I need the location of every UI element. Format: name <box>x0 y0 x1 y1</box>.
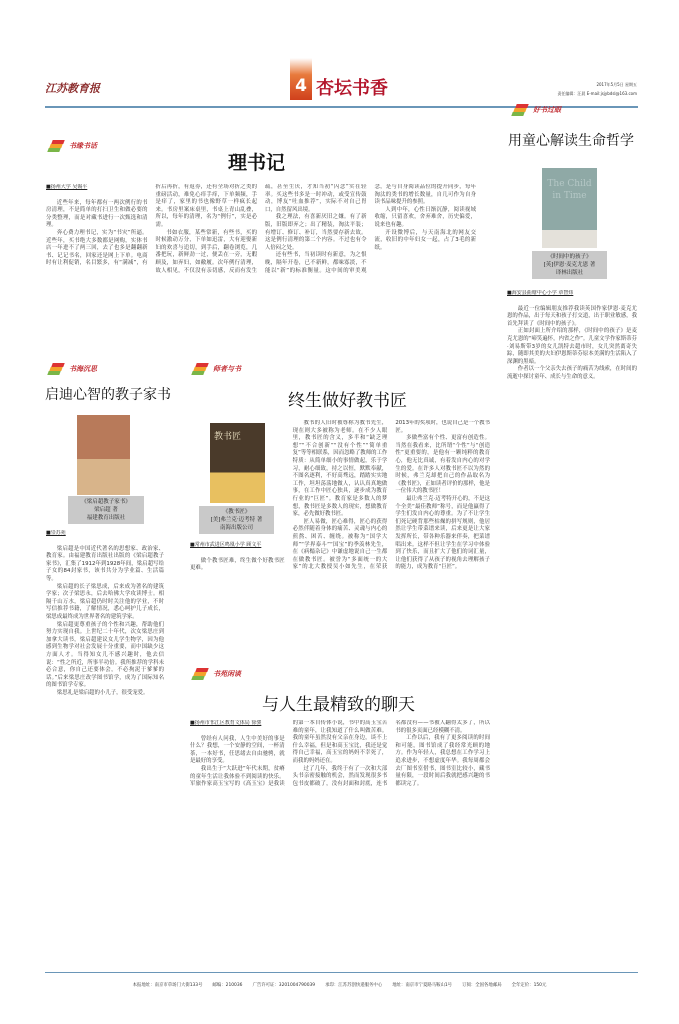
paragraph: 多做些富有个性、更富有创造性。当然在我看来，比所谓“个性”与“创造性”更重要的，是他有一颗纯粹的教育心，他无比真诚，有着发自内心的对学生的爱。在许多人对教书匠不以为然的时候，弗兰克却把自己的作品取名为《教书匠》，正如读者评价的那样，他是一位伟大的教书匠！ <box>395 435 490 495</box>
article-jiaoshujiang <box>190 420 490 658</box>
paragraph: 工作以后，我有了更多阅读的时间和可能，图书馆成了我经常光顾的地方。作为年轻人，我总想在工作学习上追求进步，不想虚度年华。我每周都会去厂图书室借书，图书室比较小，藏书量有限，一段时间后我就把感兴趣的书都读完了。 <box>395 735 490 787</box>
book-stack-icon <box>192 363 208 375</box>
paragraph: 匠人易做，匠心难得，匠心的获得必然伴随着身体的痛苦、灵魂与内心的煎熬、困苦、缠绕。被称为“国学大师”“学界泰斗”“国宝”的季羡林先生，在《病榻杂记》中谦虚地说自己一生都在做教书匠。被誉为“多面统一的大家”的北大教授吴小如先生，在荣获2013年的奖项时，也说自己是一个教书匠。 <box>292 420 490 571</box>
paragraph: 梁启超更尊重孩子的个性和兴趣，帮助他们努力实现自我。上世纪二十年代，次女梁思庄到加拿大读书，梁启超建议女儿学生物学，因为他感到生物学对社会发展十分重要，而中国缺少这方面人才。当得知女儿不感兴趣时，他去信说：“性之所近，所事半功倍。我所推荐的学科未必合意，你自己还要体会，不必拘泥于爹爹的话。”后来梁思庄改学图书馆学，成为了国际知名的图书馆学专家。 <box>46 621 164 689</box>
article-title-lishuji: 理书记 <box>228 152 286 174</box>
footer-info <box>0 982 679 988</box>
article-title-tongxin: 用童心解读生命哲学 <box>508 133 634 149</box>
section-label-shuyuan: 书缘书话 <box>48 140 97 152</box>
paragraph: 梁启超的长子梁思成，后来成为著名的建筑学家；次子梁思永，后去哈佛大学攻读博士。相隔千山万水，梁启超仍时时关注他的学业，不时写信推荐书籍，了解情况，悉心呵护儿子成长，梁思成最终成为世界著名的建筑学家。 <box>46 583 164 620</box>
paragraph: 我出生于“大跃进”年代末期，贫瘠的童年生活让我体验不到阅读的快乐。军旅作家高玉宝写的《高玉宝》是我读的第一本自传体小说，书中的高玉宝苦难的童年，让我知道了什么叫做苦难。我的童年虽然没有父亲在身边，谈不上什么幸福，但是和高玉宝比，我还是觉得自己幸福，高玉宝的妈妈不幸死了，而我的妈妈还在。 <box>190 720 388 788</box>
paragraph: 近些年来，每年都有一两次例行的书房清理，不是简单的打扫卫生和做必要的分类整理，而是对藏书进行一次甄选和清理。 <box>46 199 148 229</box>
book-caption: 《时间中的孩子》 [英]伊恩·麦克尤恩 著 译林出版社 <box>532 251 607 279</box>
article-title-liaotian: 与人生最精致的聊天 <box>262 695 415 715</box>
article-liaotian <box>190 720 490 958</box>
paragraph: 正如封面上所介绍的那样，《时间中的孩子》是麦克尤恩的“啼笑遍怀，内省之作”。儿童文学作家斯蒂芬·刘易斯带3岁的女儿凯特去超市时，女儿突然离奇失踪，随即其美的夫妇伊恩斯蒂芬原本美满的生活陷入了深渊的黑暗。 <box>507 328 637 365</box>
byline: ■扬州大学 吴锡平 <box>46 184 88 190</box>
editor-contact: 责任编辑：汪晨 E-mail:jsjybdsl@163.com <box>557 91 637 96</box>
article-title-jiazi: 启迪心智的教子家书 <box>45 387 171 403</box>
paragraph: 教书的人旧时被尊称为教书先生，现在则大多被称为老师。在不少人眼里，教书匠的含义，多半和“缺乏理想”“不合创新”“没有个性”“简单重复”等等相联系，因而忽略了教师的工作特质：从简单细小的事情做起，乐于学习，耐心细致，持之以恒，默默奉献，不图名逐利，不好高骛远，踏踏实实地工作，坦坦荡荡地做人，认认真真地做事，在工作中匠心独具，逐步成为教育行业的“巨匠”。教育家是多数人的梦想，教书匠是多数人的现实，想做教育家，必先做好教书匠。 <box>292 420 388 518</box>
footer-item: 全年定价：150元 <box>511 983 547 988</box>
page-number: 4 <box>290 58 312 100</box>
paragraph: 人到中年，心性日渐沉静，阅读视域收缩，只留喜欢，舍弃难舍，历史偏爱，说来也有趣。 <box>374 206 476 228</box>
book-stack-icon <box>512 104 528 116</box>
article-tongxin <box>507 290 637 958</box>
paragraph: 做个教书匠难，终生做个好教书匠更难。 <box>190 557 285 572</box>
book-cover-image <box>77 415 130 495</box>
book-caption: 《教书匠》 [美]弗兰克·迈考特 著 南海出版公司 <box>199 506 274 534</box>
paragraph: 书如衣服，某些常新，有些书，买的时候激动万分，下单如迅雷，大有迎娶新妇的欢喜与追切，到手后，翻卷浏览，几番把玩，新鲜劲一过，便丢在一旁，无暇顾及，如弃妇，如敝履。次年例行清理，故人相见，不仅没有亲切感，反而有发生疏，甚至生厌，才知当初“闪念”实在轻率。买这些书多是一时冲动，或受宣传鼓动，博友“吐血推荐”，实际不对自己胃口，自然留风出境。 <box>155 184 367 274</box>
section-label-shuyuan-xiantan: 书苑闲谈 <box>192 668 241 680</box>
paragraph: 作者以一个父亲失去孩子的痛苦为线索，在时间的流逝中探讨童年、成长与生命的意义。 <box>507 366 637 380</box>
paragraph: 梁思礼是梁启超的小儿子，很受宠爱。 <box>56 689 149 696</box>
paragraph: 最近一位编辑朋友推荐我读英国作家伊恩·麦克尤恩的作品，出于每天和孩子打交道，出于职业敏感，我首先拜读了《时间中的孩子》。 <box>507 305 637 327</box>
paragraph: 还有些书，当初读时有新意，为之恨晚，隔年开卷，已不新鲜，都味寡淡，不能以“新”的标准衡量。这中间的审美观念，是与自身阅读品位的提升同步，每年淘汰的类书的增长数量，自几可作为自身读书品味提升的参照。 <box>265 184 476 274</box>
paragraph: 我之理法，有喜新厌旧之嫌。有了新版，旧版即弃之；出了精装，淘汰平装；有增订、修订、补订，当然要存新去故。这是例行清理的第二个内容。不过也有令人倍闷之处。 <box>265 214 367 251</box>
book-cover-image: The Child in Time <box>542 168 597 248</box>
footer-item: 本报地址：南京市草场门大街133号 <box>132 983 203 988</box>
section-label-shuhai: 书海沉思 <box>48 363 97 375</box>
book-stack-icon <box>48 140 64 152</box>
section-label-shizhe: 师者与书 <box>192 363 241 375</box>
book-caption: 《梁启超教子家书》 梁启超 著 福建教育出版社 <box>68 496 144 524</box>
page-section-title: 杏坛书香 <box>316 78 388 99</box>
byline: ■崇苏苑 <box>46 530 66 536</box>
section-label-haoshu: 好书过眼 <box>512 104 561 116</box>
article-title-jiaoshujiang: 终生做好教书匠 <box>288 391 407 411</box>
paragraph: 过了几年，我终于有了一次和大部头书亲密接触的机会，然而发现很多书包书皮都破了，没有封面和封底，连书名都没有——书被人翻得太多了，所以书的很多页面已经模糊不清。 <box>292 720 490 787</box>
paragraph: 梁启超是中国近代著名的思想家、政治家、教育家。由福建教育出版社出版的《梁启超教子家书》，汇集了1912年到1928年间，梁启超写给子女的84封家书，该书共分为学业篇、生活篇等。 <box>46 545 164 582</box>
paragraph: 开设微博后，与天南海北的网友交流，收旧的中年妇女一起，占了3毛的新纸。 <box>374 229 476 251</box>
footer-item: 地址：南京市宁夏路马鞍山1号 <box>392 983 453 988</box>
article-jiazi <box>46 530 164 958</box>
footer-item: 承印：江苏苏创快递服务中心 <box>325 983 383 988</box>
book-stack-icon <box>48 363 64 375</box>
footer-item: 邮编：210036 <box>212 983 243 988</box>
paragraph: 曾经有人问我，人生中美好的事是什么？我想，一个安静的空间，一杯清茶，一本好书，任思绪去自由驰骋，就是最好的享受。 <box>190 735 285 765</box>
masthead-info <box>557 80 637 98</box>
footer-item: 广告许可证：3201004790039 <box>252 983 316 988</box>
paragraph: 最让弗兰克·迈考特开心的，不是这个全美“最佳教师”称号，而是他赢得了学生们发自内心的尊重。为了不让学生们死记硬背那些枯燥的拼写规则，他居然让学生带菜谱来读，后来更是让大家发挥所长，带各种乐器来伴奏，把菜谱唱出来。这样不但让学生在学习中体验到了快乐，而且扩大了他们的词汇量，让他们获得了从孩子的视角去理解孩子的能力，成为教育“巨匠”。 <box>395 495 490 571</box>
byline: ■海安县曲塘中心小学 章智炜 <box>507 290 574 296</box>
article-lishuji <box>46 184 476 366</box>
book-stack-icon <box>192 668 208 680</box>
byline: ■常州市武进区鸣凰小学 顾文平 <box>190 542 262 548</box>
book-cover-image: 教书匠 <box>210 423 265 503</box>
paragraph: 奔心费力理书记，实为“书灾”所逼。近些年，买书绝大多数都是网购，实体书店一年进不了两三回，去了也多是翻翻新书、记记书名，回家还是网上下单。电商时有让利促销，名目繁多，有“满减”，有折后再折，有返券，还有全场对折之类的重磅活动，难免心痒手痒，下单频频，手是痒了，家里的书也像野草一样疯长起来。书房里案床桌里，书桌上青山乱叠，所以，每年的清理，名为“例行”，实是必需。 <box>46 184 257 267</box>
newspaper-logo: 江苏教育报 <box>45 82 100 95</box>
issue-date: 2017年5月5日 星期五 <box>596 82 637 87</box>
byline: ■扬州市邗江区教育文体局 徐骏 <box>190 720 262 726</box>
footer-item: 订阅：全国各地邮局 <box>462 983 502 988</box>
footer-rule <box>45 972 638 973</box>
